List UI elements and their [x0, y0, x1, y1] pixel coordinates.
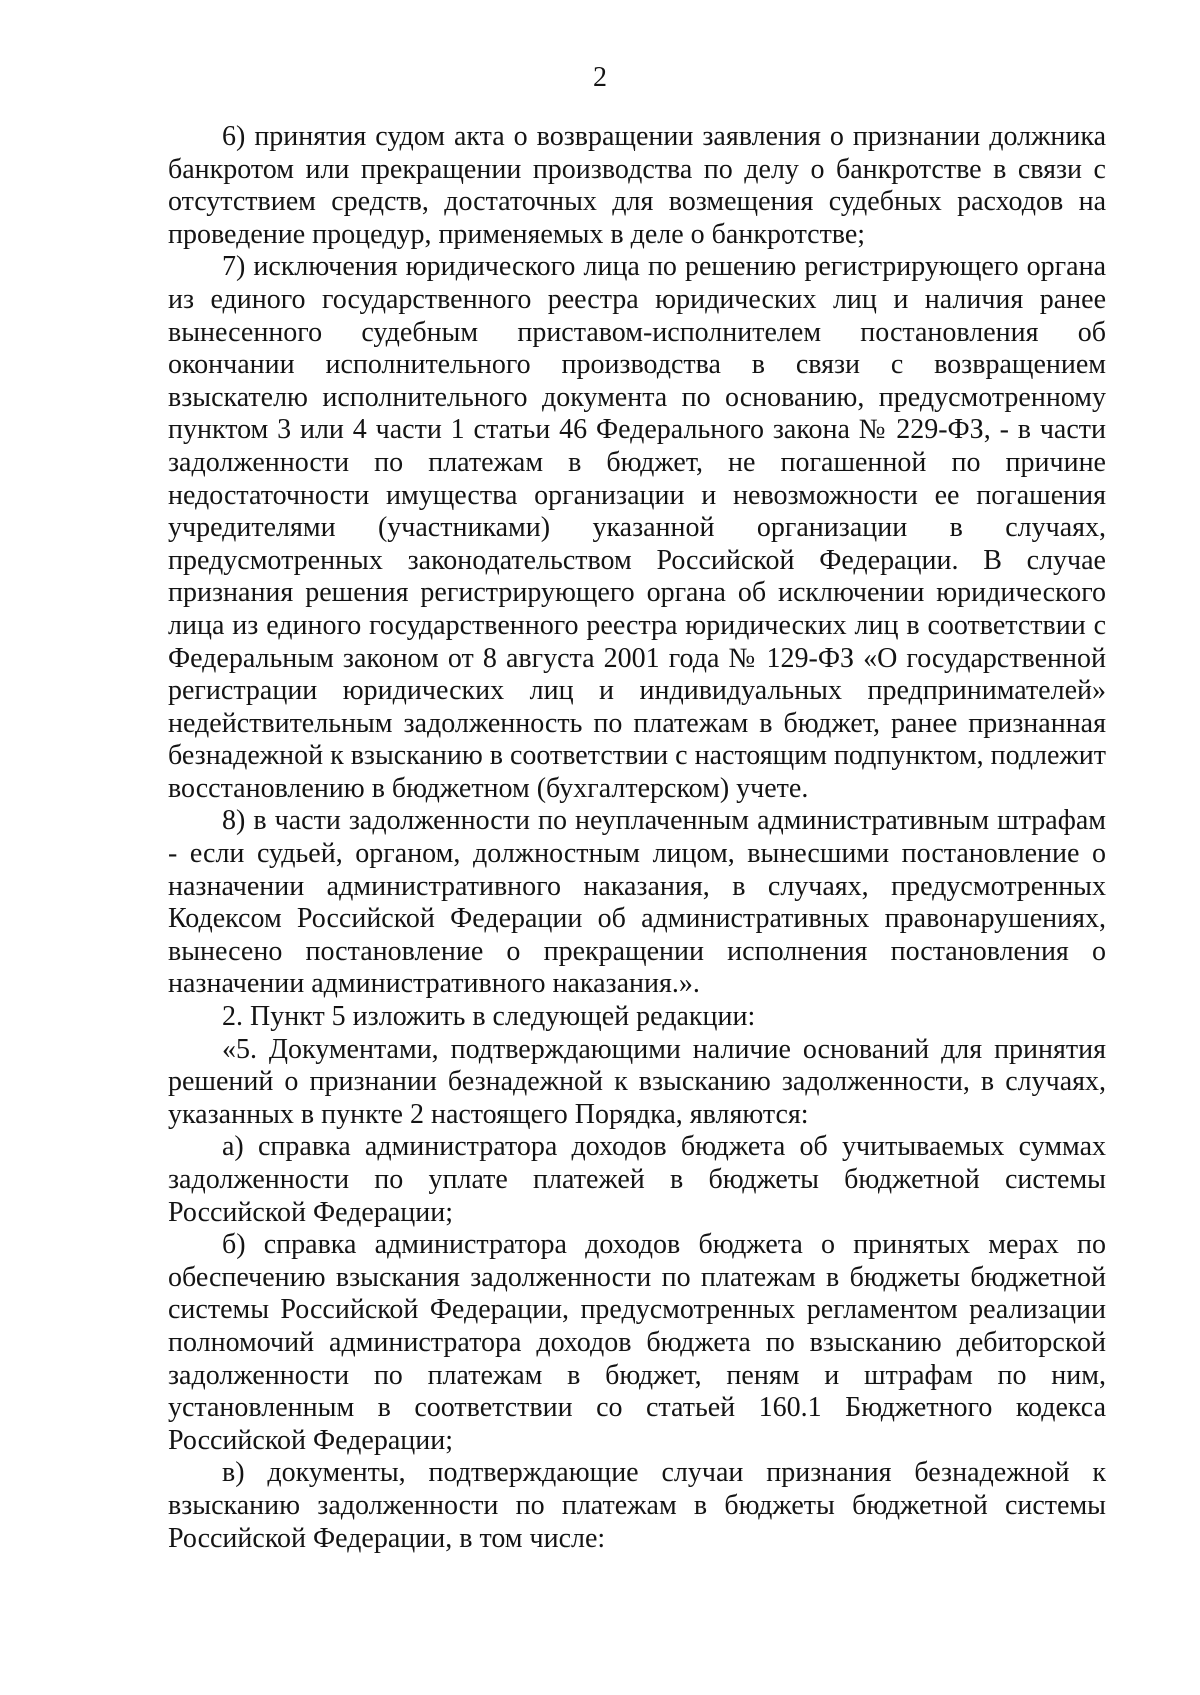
paragraph-item-7: 7) исключения юридического лица по решению регистрирующего органа из единого государственного реестра юридических лиц и наличия ранее вынесенного судебным приставом-исполнителем постановления об окончании исполнительного производства в связи с возвращением взыскателю исполнительного документа по основанию, предусмотренному пунктом 3 или 4 части 1 статьи 46 Федерального закона № 229-ФЗ, - в части задолженности по платежам в бюджет, не погашенной по причине недостаточности имущества организации и невозможности ее погашения учредителями (участниками) указанной организации в случаях, предусмотренных законодательством Российской Федерации. В случае признания решения регистрирующего органа об исключении юридического лица из единого государственного реестра юридических лиц в соответствии с Федеральным законом от 8 августа 2001 года № 129-ФЗ «О государственной регистрации юридических лиц и индивидуальных предпринимателей» недействительным задолженность по платежам в бюджет, ранее признанная безнадежной к взысканию в соответствии с настоящим подпунктом, подлежит восстановлению в бюджетном (бухгалтерском) учете. — [168, 251, 1106, 804]
paragraph-subitem-a: а) справка администратора доходов бюджета об учитываемых суммах задолженности по уплате платежей в бюджеты бюджетной системы Российской Федерации; — [168, 1131, 1106, 1228]
paragraph-item-8: 8) в части задолженности по неуплаченным административным штрафам - если судьей, органом, должностным лицом, вынесшими постановление о назначении административного наказания, в случаях, предусмотренных Кодексом Российской Федерации об административных правонарушениях, вынесено постановление о прекращении исполнения постановления о назначении административного наказания.». — [168, 805, 1106, 1000]
page-number: 2 — [593, 62, 607, 93]
paragraph-subitem-b: б) справка администратора доходов бюджета о принятых мерах по обеспечению взыскания задолженности по платежам в бюджеты бюджетной системы Российской Федерации, предусмотренных регламентом реализации полномочий администратора доходов бюджета по взысканию дебиторской задолженности по платежам в бюджет, пеням и штрафам по ним, установленным в соответствии со статьей 160.1 Бюджетного кодекса Российской Федерации; — [168, 1229, 1106, 1456]
paragraph-point-5: «5. Документами, подтверждающими наличие оснований для принятия решений о признании безнадежной к взысканию задолженности, в случаях, указанных в пункте 2 настоящего Порядка, являются: — [168, 1033, 1106, 1130]
paragraph-clause-2: 2. Пункт 5 изложить в следующей редакции: — [222, 1001, 756, 1033]
document-body — [168, 121, 1106, 1555]
paragraph-item-6: 6) принятия судом акта о возвращении заявления о признании должника банкротом или прекращении производства по делу о банкротстве в связи с отсутствием средств, достаточных для возмещения судебных расходов на проведение процедур, применяемых в деле о банкротстве; — [168, 121, 1106, 250]
paragraph-subitem-v: в) документы, подтверждающие случаи признания безнадежной к взысканию задолженности по платежам в бюджеты бюджетной системы Российской Федерации, в том числе: — [168, 1457, 1106, 1554]
